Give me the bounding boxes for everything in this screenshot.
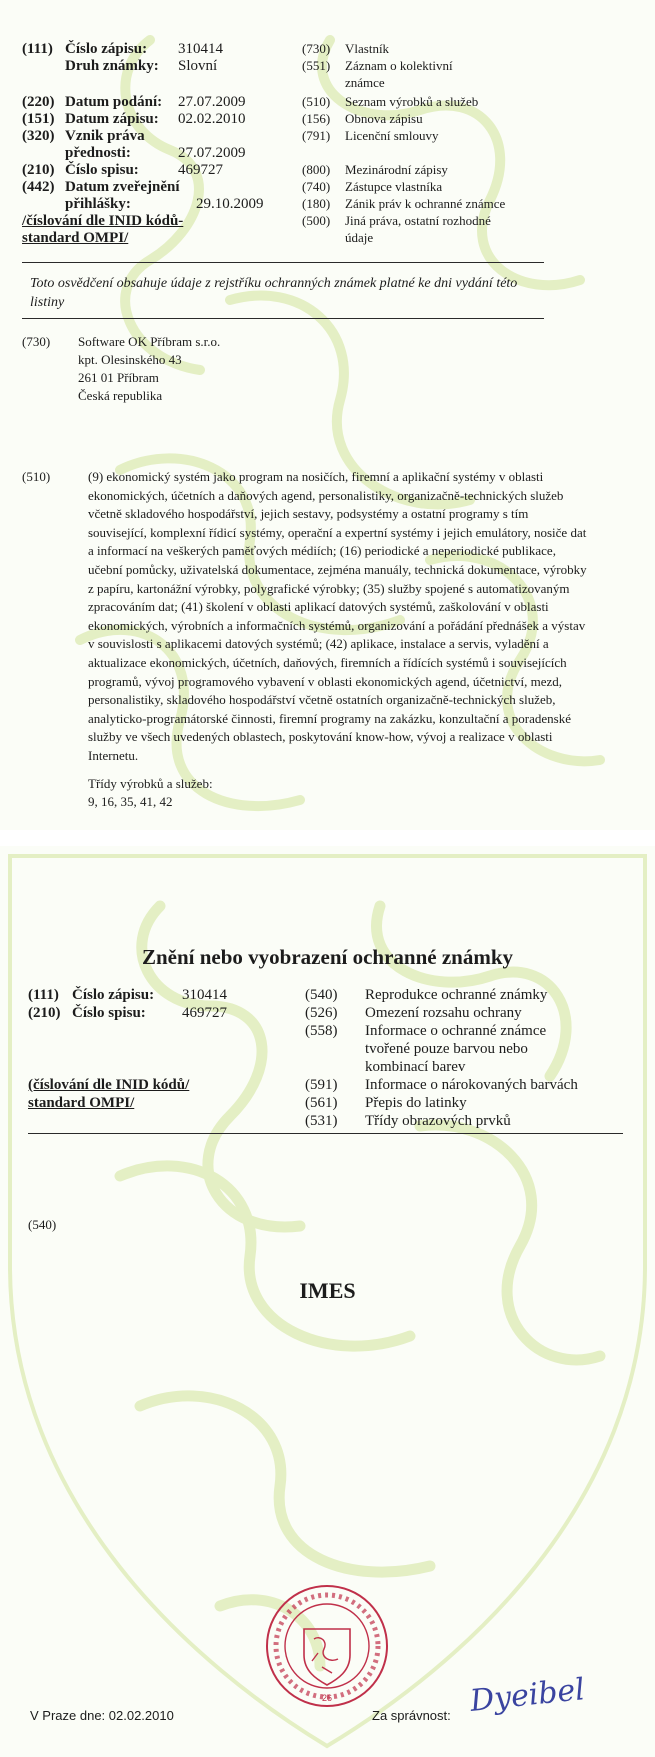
p2-right-code-558: (558)	[305, 1023, 338, 1039]
right-code-740: (740)	[302, 179, 331, 194]
right-text-goods: Seznam výrobků a služeb	[345, 94, 479, 109]
p2-inid-note-line2: standard OMPI/	[28, 1095, 135, 1111]
p2-right-text-transliteration: Přepis do latinky	[365, 1095, 467, 1111]
certificate-note: Toto osvědčení obsahuje údaje z rejstříku ochranných známek platné ke dni vydání této listiny	[30, 276, 518, 310]
label-file-number: Číslo spisu:	[65, 162, 139, 178]
classes-label: Třídy výrobků a služeb:	[88, 776, 213, 791]
value-file-number: 469727	[178, 162, 223, 178]
inid-code-320: (320)	[22, 128, 55, 144]
value-priority-date: 27.07.2009	[178, 145, 246, 161]
footer-verified: Za správnost:	[372, 1708, 451, 1723]
label-registration-number: Číslo zápisu:	[65, 41, 148, 57]
right-text-owner: Vlastník	[345, 41, 390, 56]
p2-inid-code-111: (111)	[28, 987, 59, 1003]
page-title: Znění nebo vyobrazení ochranné známky	[141, 945, 514, 969]
right-code-551: (551)	[302, 58, 331, 73]
value-registration-number: 310414	[178, 41, 223, 57]
p2-right-code-540: (540)	[305, 987, 338, 1003]
owner-street: kpt. Olesinského 43	[78, 352, 182, 367]
right-text-international: Mezinárodní zápisy	[345, 162, 448, 177]
value-mark-type: Slovní	[178, 58, 218, 74]
certificate-page-2	[0, 846, 655, 1757]
p2-right-code-526: (526)	[305, 1005, 338, 1021]
p2-right-text-colour-mark-cont1: tvořené pouze barvou nebo	[365, 1041, 528, 1057]
right-text-other-rights-cont: údaje	[345, 230, 374, 245]
right-code-730: (730)	[302, 41, 331, 56]
trademark-word: IMES	[299, 1278, 356, 1303]
certificate-page-1	[0, 0, 655, 830]
p2-right-text-colour-mark-cont2: kombinací barev	[365, 1059, 466, 1075]
classes-value: 9, 16, 35, 41, 42	[88, 794, 173, 809]
mark-code: (540)	[28, 1217, 57, 1232]
p2-right-code-561: (561)	[305, 1095, 338, 1111]
right-text-collective-cont: známce	[345, 75, 385, 90]
label-publication-cont: přihlášky:	[65, 196, 131, 212]
official-stamp-icon	[262, 1581, 392, 1711]
value-filing-date: 27.07.2009	[178, 94, 246, 110]
p2-right-text-figurative-classes: Třídy obrazových prvků	[365, 1113, 511, 1129]
inid-note-line1: /číslování dle INID kódů-	[22, 213, 184, 229]
owner-code: (730)	[22, 334, 51, 349]
goods-code: (510)	[22, 469, 51, 484]
p2-value-registration-number: 310414	[182, 987, 227, 1003]
right-code-510: (510)	[302, 94, 331, 109]
signature: Dyeibel	[468, 1672, 587, 1719]
p2-right-code-591: (591)	[305, 1077, 338, 1093]
inid-code-220: (220)	[22, 94, 55, 110]
p2-value-file-number: 469727	[182, 1005, 227, 1021]
goods-services-text: (9) ekonomický systém jako program na nosičích, firemní a aplikační systémy v oblasti ekonomických, účetních a daňových agend, personalistiky, organizačně-technických služeb včetně skladového hospodářství, jejich sestavy, podsystémy a ostatní programy s tím související, komplexní řídicí systémy, operační a expertní systémy i jejich emulátory, nosiče dat a informací na veškerých paměťových médiích; (16) periodické a neperiodické publikace, učební pomůcky, uživatelská dokumentace, zejména manuály, technická dokumentace, výrobky z papíru, kartonážní výrobky, polygrafické výrobky; (35) služby spojené s automatizovaným zpracováním dat; (41) školení v oblasti aplikací datových systémů, zaškolování v oblasti ekonomických, výrobních a informačních systémů, organizování a pořádání přednášek a výstav v souvislosti s aplikacemi datových systémů; (42) aplikace, instalace a servis, vyladění a aktualizace ekonomických, účetních, daňových, firemních a řídících systémů i souvisejících programů, vývoj programového vybavení v oblasti ekonomických agend, účetnictví, mezd, personalistiky, skladového hospodářství včetně ostatních organizačně-technických služeb, analyticko-programátorské činnosti, firemní programy na zakázku, konzultační a poradenské služby ve všech uvedených oblastech, poskytování know-how, vývoj a realizace v oblasti Internetu.	[88, 469, 587, 763]
right-code-791: (791)	[302, 128, 331, 143]
p2-right-text-limitation: Omezení rozsahu ochrany	[365, 1005, 522, 1021]
label-priority: Vznik práva	[65, 128, 145, 144]
p2-label-file-number: Číslo spisu:	[72, 1005, 146, 1021]
label-filing-date: Datum podání:	[65, 94, 163, 110]
inid-code-210: (210)	[22, 162, 55, 178]
owner-country: Česká republika	[78, 388, 163, 403]
stamp-number: 26	[321, 1693, 333, 1703]
right-code-180: (180)	[302, 196, 331, 211]
label-priority-cont: přednosti:	[65, 145, 131, 161]
inid-code-442: (442)	[22, 179, 55, 195]
right-code-500: (500)	[302, 213, 331, 228]
p2-inid-note-line1: (číslování dle INID kódů/	[28, 1077, 190, 1093]
p2-divider	[28, 1133, 623, 1134]
footer-date: V Praze dne: 02.02.2010	[30, 1708, 174, 1723]
p2-label-registration-number: Číslo zápisu:	[72, 987, 155, 1003]
value-publication-date: 29.10.2009	[196, 196, 264, 212]
label-publication-date: Datum zveřejnění	[65, 179, 180, 195]
right-text-licence: Licenční smlouvy	[345, 128, 439, 143]
p2-right-text-claimed-colours: Informace o nárokovaných barvách	[365, 1077, 578, 1093]
p2-right-text-reproduction: Reprodukce ochranné známky	[365, 987, 548, 1003]
owner-name: Software OK Příbram s.r.o.	[78, 334, 221, 349]
inid-code-151: (151)	[22, 111, 55, 127]
divider-bottom	[22, 318, 544, 319]
right-code-800: (800)	[302, 162, 331, 177]
right-text-expiry: Zánik práv k ochranné známce	[345, 196, 506, 211]
label-registration-date: Datum zápisu:	[65, 111, 159, 127]
right-text-renewal: Obnova zápisu	[345, 111, 423, 126]
right-text-representative: Zástupce vlastníka	[345, 179, 443, 194]
label-mark-type: Druh známky:	[65, 58, 159, 74]
p2-right-text-colour-mark: Informace o ochranné známce	[365, 1023, 547, 1039]
p2-inid-code-210: (210)	[28, 1005, 61, 1021]
right-text-other-rights: Jiná práva, ostatní rozhodné	[345, 213, 491, 228]
divider-top	[22, 262, 544, 263]
owner-city: 261 01 Příbram	[78, 370, 159, 385]
value-registration-date: 02.02.2010	[178, 111, 246, 127]
inid-note-line2: standard OMPI/	[22, 230, 129, 246]
p2-right-code-531: (531)	[305, 1113, 338, 1129]
right-text-collective: Záznam o kolektivní	[345, 58, 453, 73]
right-code-156: (156)	[302, 111, 331, 126]
inid-code-111: (111)	[22, 41, 53, 57]
